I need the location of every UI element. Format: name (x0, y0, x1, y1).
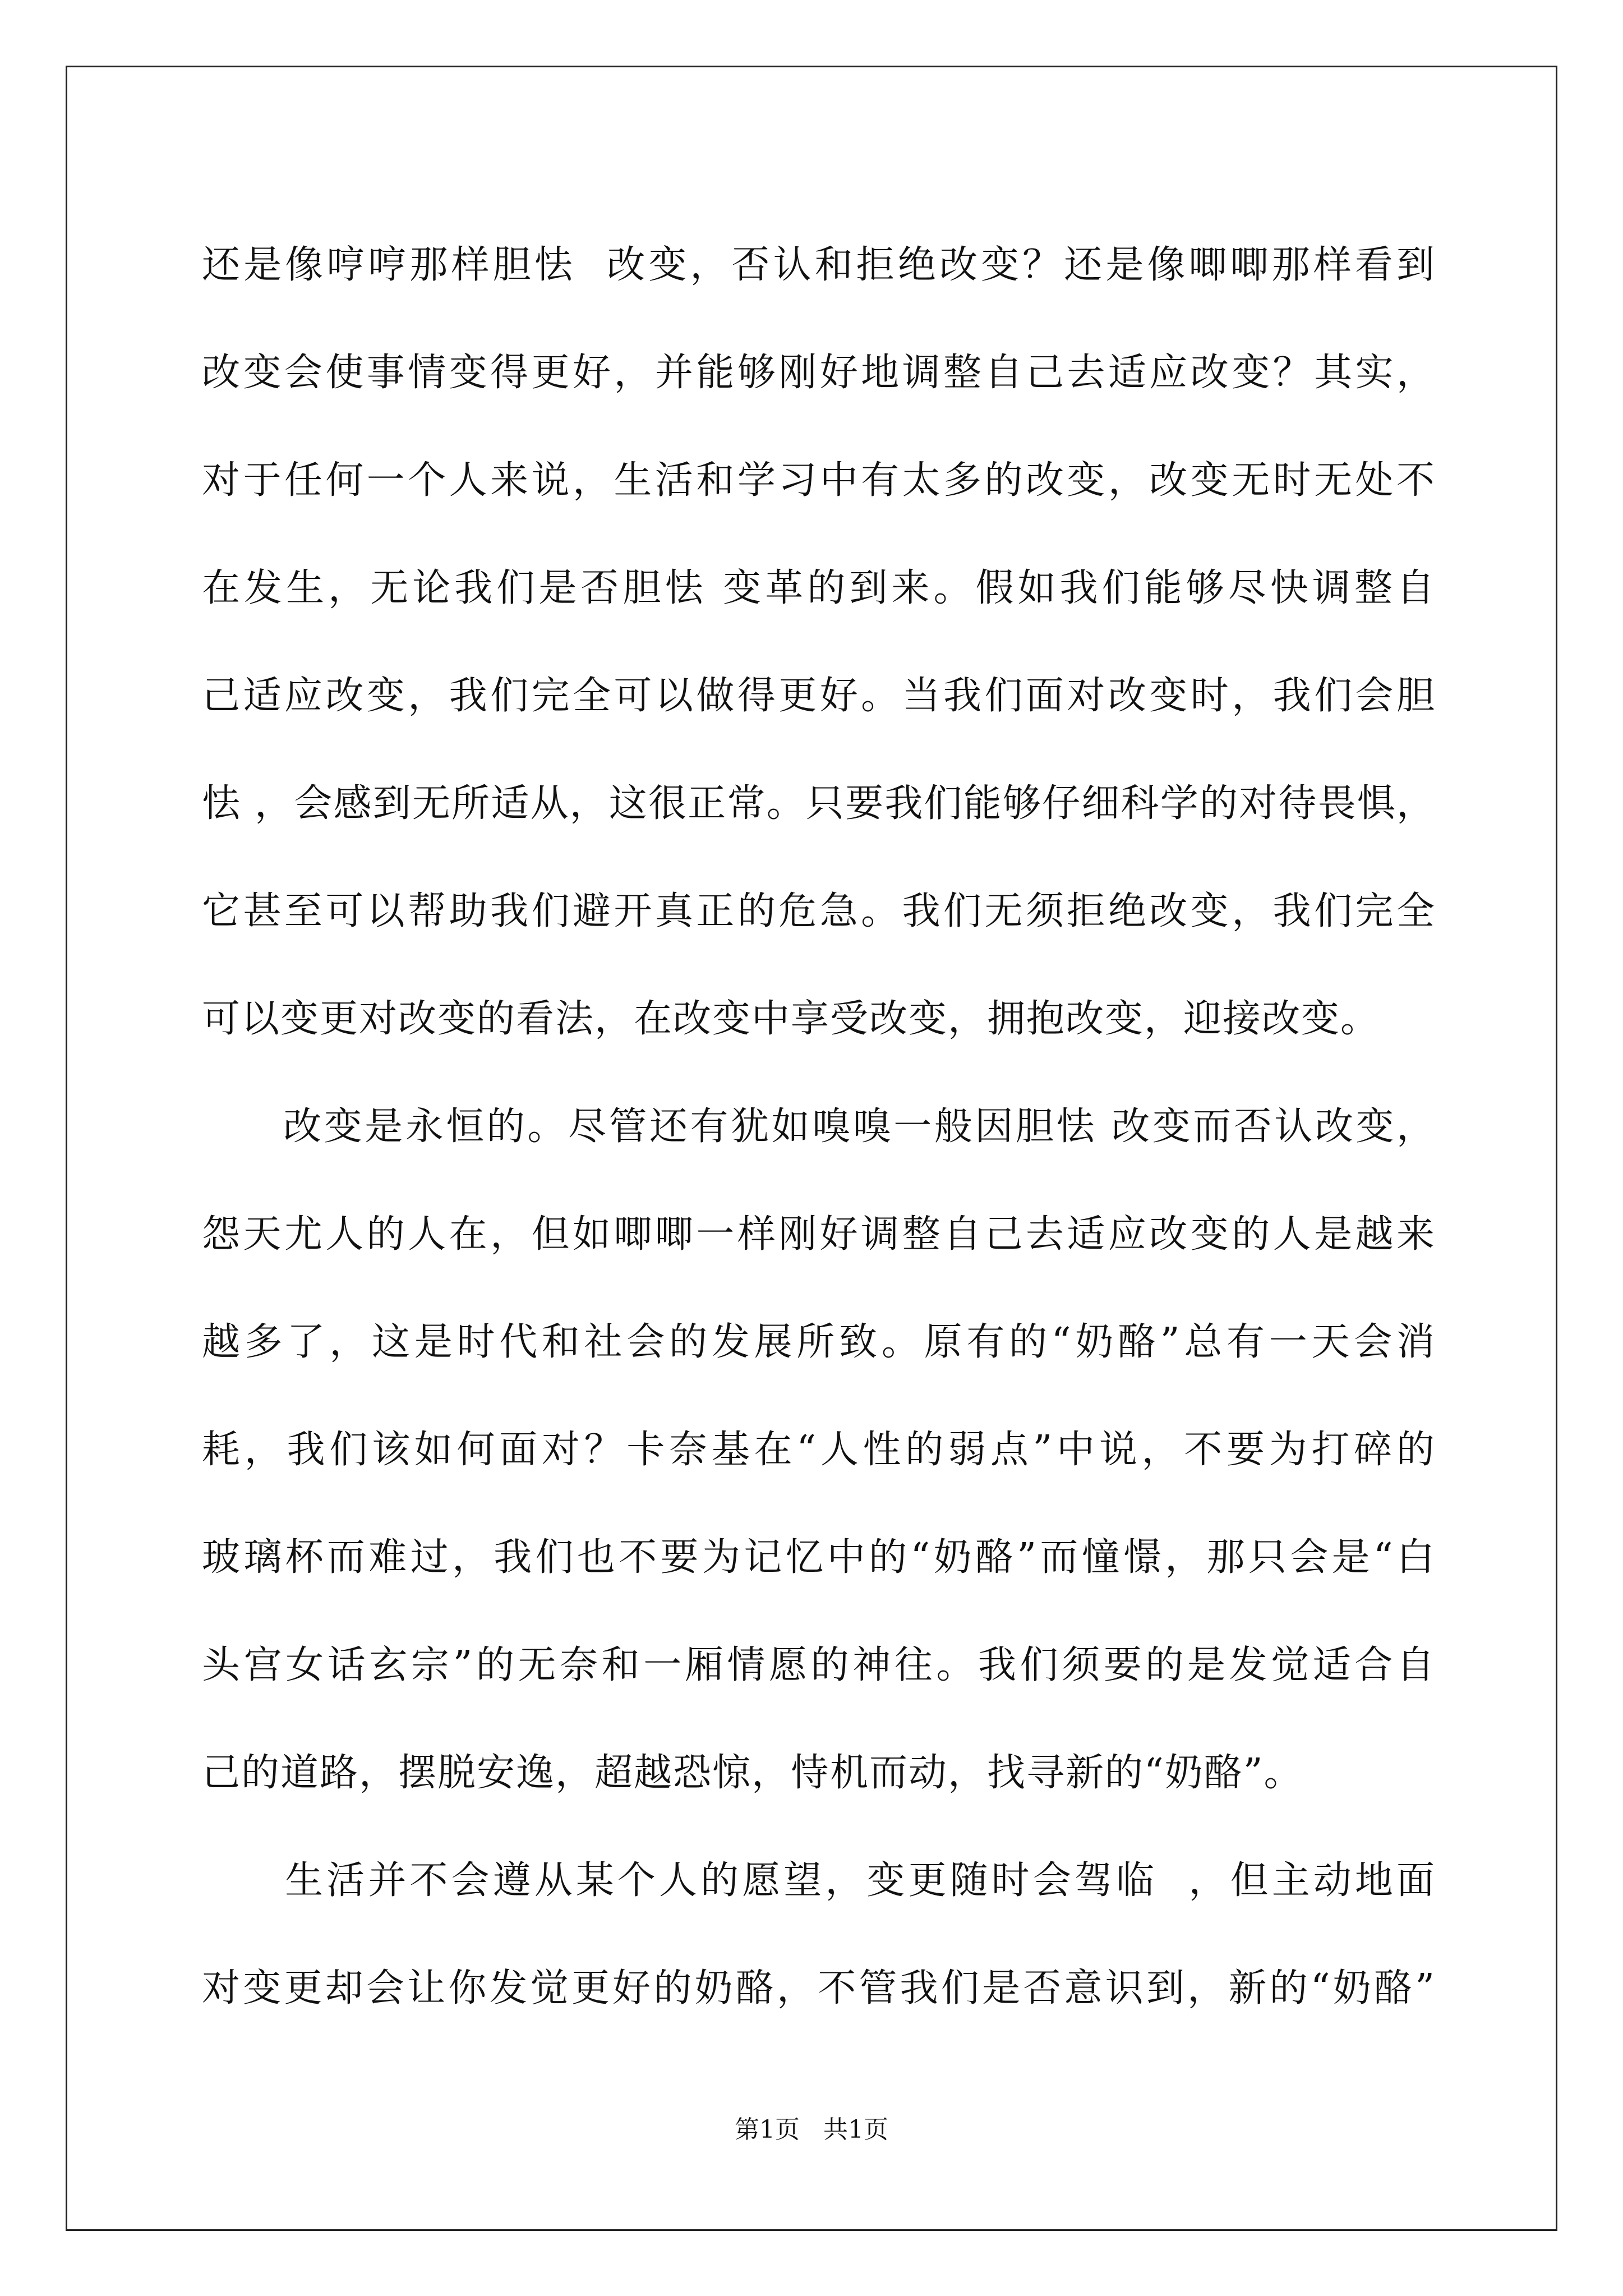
text-line-16: 生活并不会遵从某个人的愿望，变更随时会驾临 ，但主动地面 (202, 1858, 1436, 1903)
text-line-11: 越多了，这是时代和社会的发展所致。原有的“奶酪”总有一天会消 (202, 1320, 1436, 1364)
text-line-7: 它甚至可以帮助我们避开真正的危急。我们无须拒绝改变，我们完全 (202, 889, 1436, 933)
page-footer: 第1页 共1页 (735, 2115, 888, 2144)
text-line-3: 对于任何一个人来说，生活和学习中有太多的改变，改变无时无处不 (202, 458, 1436, 503)
text-line-14: 头宫女话玄宗”的无奈和一厢情愿的神往。我们须要的是发觉适合自 (202, 1643, 1436, 1687)
text-line-6: 怯 ，会感到无所适从，这很正常。只要我们能够仔细科学的对待畏惧， (202, 781, 1436, 826)
text-line-4: 在发生，无论我们是否胆怯 变革的到来。假如我们能够尽快调整自 (202, 566, 1436, 610)
text-line-10: 怨天尤人的人在，但如唧唧一样刚好调整自己去适应改变的人是越来 (202, 1212, 1436, 1257)
text-line-13: 玻璃杯而难过，我们也不要为记忆中的“奶酪”而憧憬，那只会是“白 (202, 1535, 1436, 1580)
text-line-8: 可以变更对改变的看法，在改变中享受改变，拥抱改变，迎接改变。 (202, 997, 1380, 1041)
text-line-12: 耗，我们该如何面对？卡奈基在“人性的弱点”中说，不要为打碎的 (202, 1428, 1436, 1472)
text-line-5: 己适应改变，我们完全可以做得更好。当我们面对改变时，我们会胆 (202, 674, 1436, 718)
body-text (202, 211, 1436, 2042)
text-line-17: 对变更却会让你发觉更好的奶酪，不管我们是否意识到，新的“奶酪” (202, 1966, 1436, 2010)
text-line-2: 改变会使事情变得更好，并能够刚好地调整自己去适应改变？其实， (202, 351, 1436, 395)
text-line-1: 还是像哼哼那样胆怯 改变，否认和拒绝改变？还是像唧唧那样看到 (202, 243, 1436, 287)
text-line-15: 己的道路，摆脱安逸，超越恐惊，恃机而动，找寻新的“奶酪”。 (202, 1751, 1303, 1795)
text-line-9: 改变是永恒的。尽管还有犹如嗅嗅一般因胆怯 改变而否认改变， (202, 1105, 1436, 1149)
